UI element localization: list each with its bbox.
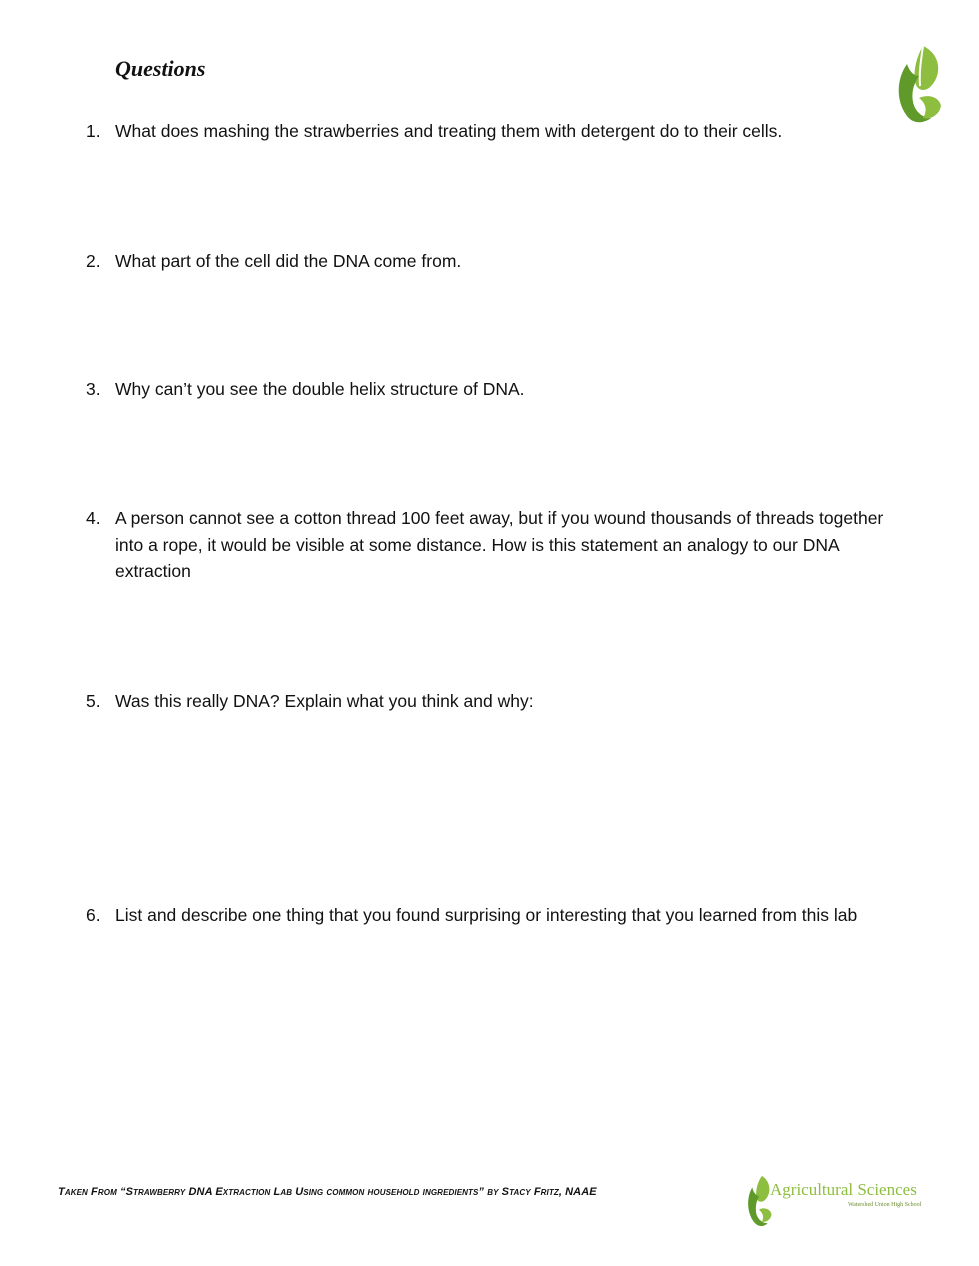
question-5 [86,688,916,715]
question-text: What part of the cell did the DNA come from. [115,251,462,271]
footer-logo-subtitle: Watershed Union High School [848,1202,922,1208]
question-6 [86,902,916,929]
question-text: List and describe one thing that you found surprising or interesting that you learned from this lab [115,905,858,925]
footer-logo-title: Agricultural Sciences [770,1180,917,1199]
question-2 [86,248,916,275]
question-text: Was this really DNA? Explain what you think and why: [115,691,534,711]
question-text: What does mashing the strawberries and treating them with detergent do to their cells. [115,121,783,141]
question-3 [86,376,916,403]
question-number: 1. [86,121,101,141]
question-number: 6. [86,905,101,925]
question-number: 5. [86,691,101,711]
question-number: 4. [86,508,101,528]
question-4 [86,505,916,585]
page-title: Questions [115,56,206,81]
leaf-logo-icon [893,42,945,126]
question-text: A person cannot see a cotton thread 100 feet away, but if you wound thousands of threads together into a rope, it would be visible at some distance. How is this statement an analogy to our DNA extraction [115,508,884,581]
question-number: 2. [86,251,101,271]
question-text: Why can’t you see the double helix structure of DNA. [115,379,525,399]
question-number: 3. [86,379,101,399]
question-1 [86,118,916,145]
footer-logo [744,1172,934,1230]
footer-credit: Taken From “Strawberry DNA Extraction Lab Using common household ingredients” by Stacy Fritz, NAAE [58,1186,597,1198]
